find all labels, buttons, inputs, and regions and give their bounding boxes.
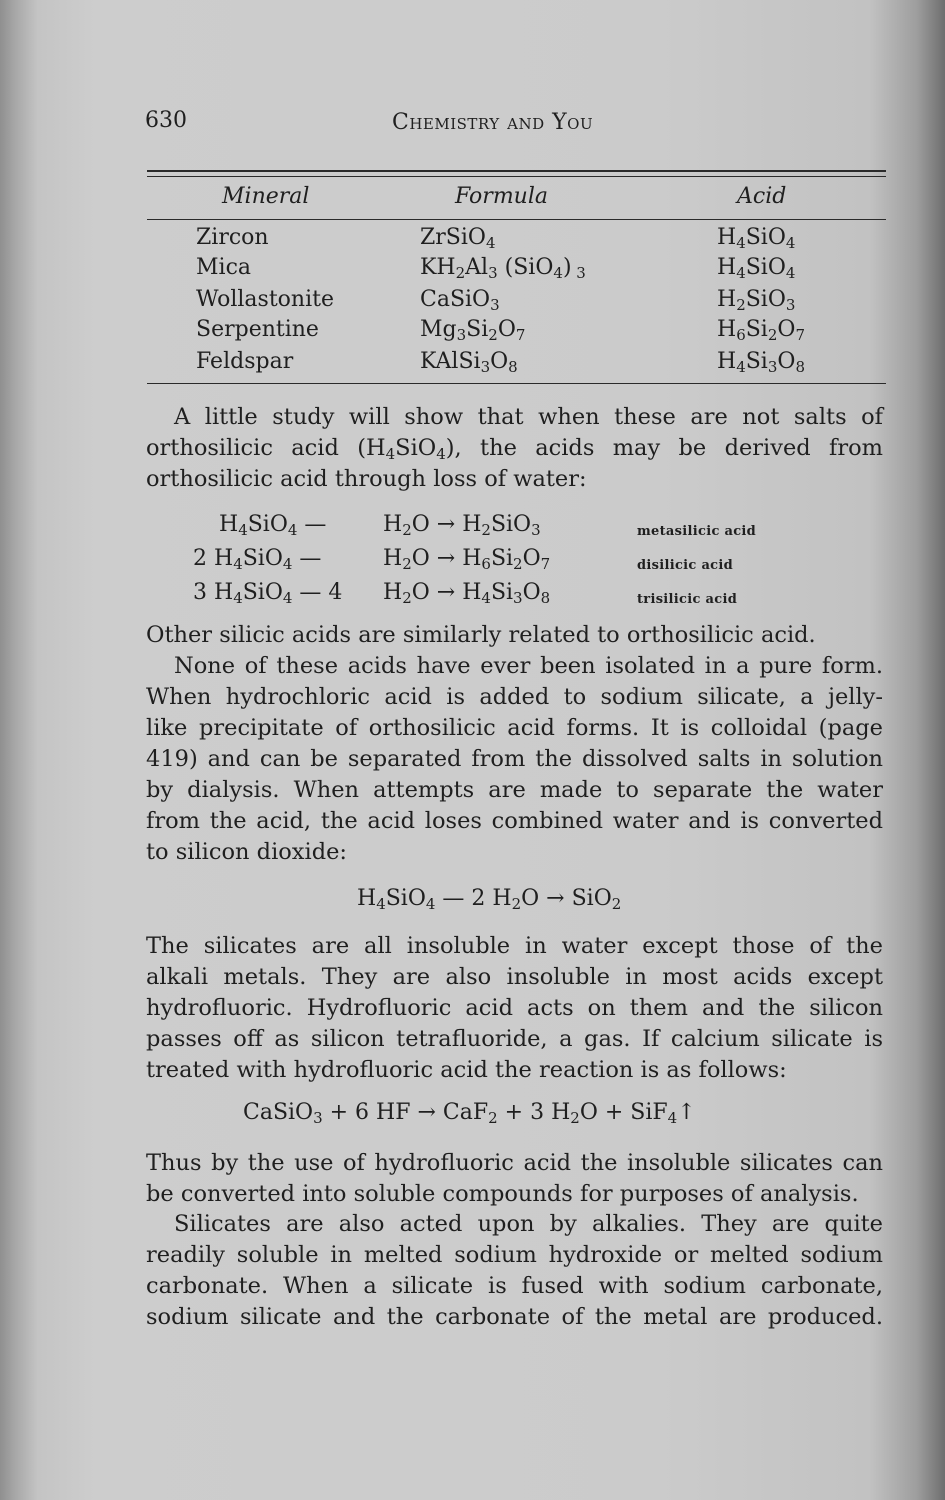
text-line: alkali metals. They are also insoluble in most acids except [146,964,883,990]
text-line: Silicates are also acted upon by alkalies. They are quite [174,1211,883,1237]
text-line: to silicon dioxide: [146,839,347,865]
cell-acid: $H_6Si_2O_7$ [717,317,805,344]
text-line: be converted into soluble compounds for purposes of analysis. [146,1181,859,1207]
table-bottom-rule [147,383,886,384]
table-top-rule-thin [147,176,886,177]
cell-acid: $H_4SiO_4$ [717,255,796,282]
paragraph-alkalies [146,1209,883,1333]
cell-mineral: Serpentine [196,317,319,342]
cell-formula: $KAlSi_3O_8$ [420,349,518,376]
text-line: passes off as silicon tetrafluoride, a gas. If calcium silicate is [146,1026,883,1052]
paragraph-analysis [146,1148,883,1210]
text-line: from the acid, the acid loses combined water and is converted [146,808,883,834]
cell-formula: CaSiO$_3$ [420,287,500,314]
equation-label: trisilicic acid [637,592,738,607]
text-line: orthosilicic acid through loss of water: [146,466,587,492]
running-head: Chemistry and You [392,110,594,135]
column-header-formula: Formula [455,184,549,209]
equation-label: disilicic acid [637,558,734,573]
text-line: 419) and can be separated from the dissolved salts in solution [146,746,883,772]
column-header-acid: Acid [737,184,787,209]
table-header-rule [147,219,886,220]
equation-rhs: $H_2O \to H_2SiO_3$ [383,512,541,539]
equation-rhs: $H_2O \to H_6Si_2O_7$ [383,546,551,573]
cell-mineral: Mica [196,255,251,280]
cell-acid: $H_2SiO_3$ [717,287,796,314]
cell-mineral: Wollastonite [196,287,334,312]
text-line: hydrofluoric. Hydrofluoric acid acts on them and the silicon [146,995,883,1021]
text-line: Thus by the use of hydrofluoric acid the insoluble silicates can [146,1150,883,1176]
text-line: treated with hydrofluoric acid the reaction is as follows: [146,1057,787,1083]
text-line: None of these acids have ever been isolated in a pure form. [174,653,883,679]
text-line: Other silicic acids are similarly related to orthosilicic acid. [146,622,816,648]
paragraph-isolation [146,651,883,868]
equation-label: metasilicic acid [637,524,757,539]
table-top-rule [147,170,886,172]
paragraph-other-acids [146,620,883,651]
dehydration-equation: $H_4SiO_4$ — 2 $H_2O \to SiO_2$ [357,886,622,913]
equation-rhs: $H_2O \to H_4Si_3O_8$ [383,580,551,607]
cell-mineral: Feldspar [196,349,294,374]
column-header-mineral: Mineral [222,184,310,209]
text-line: When hydrochloric acid is added to sodium silicate, a jelly- [146,684,883,710]
text-line: by dialysis. When attempts are made to separate the water [146,777,883,803]
paragraph-insolubility [146,931,883,1086]
text-line: orthosilicic acid $(H_4SiO_4)$, the acids may be derived from [146,435,883,463]
hydrofluoric-equation: CaSiO$_3$ + 6 HF → CaF$_2$ + 3 $H_2O$ + SiF$_4$↑ [243,1100,696,1127]
text-line: A little study will show that when these are not salts of [174,404,883,430]
cell-acid: $H_4Si_3O_8$ [717,349,805,376]
text-line: readily soluble in melted sodium hydroxide or melted sodium [146,1242,883,1268]
text-line: carbonate. When a silicate is fused with sodium carbonate, [146,1273,883,1299]
cell-formula: $Mg_3Si_2O_7$ [420,317,526,344]
equation-lhs: $H_4SiO_4$ — [219,512,327,539]
cell-formula: $KH_2Al_3$ (SiO$_4$) $_3$ [420,255,586,282]
cell-acid: $H_4SiO_4$ [717,225,796,252]
text-line: sodium silicate and the carbonate of the metal are produced. [146,1304,883,1330]
text-line: The silicates are all insoluble in water except those of the [146,933,883,959]
text-line: like precipitate of orthosilicic acid forms. It is colloidal (page [146,715,883,741]
equation-lhs: 2 $H_4SiO_4$ — [193,546,322,573]
page-number: 630 [145,108,187,133]
cell-formula: ZrSiO$_4$ [420,225,496,252]
equation-lhs: 3 $H_4SiO_4$ — 4 [193,580,343,607]
cell-mineral: Zircon [196,225,269,250]
paragraph-intro [146,402,883,495]
